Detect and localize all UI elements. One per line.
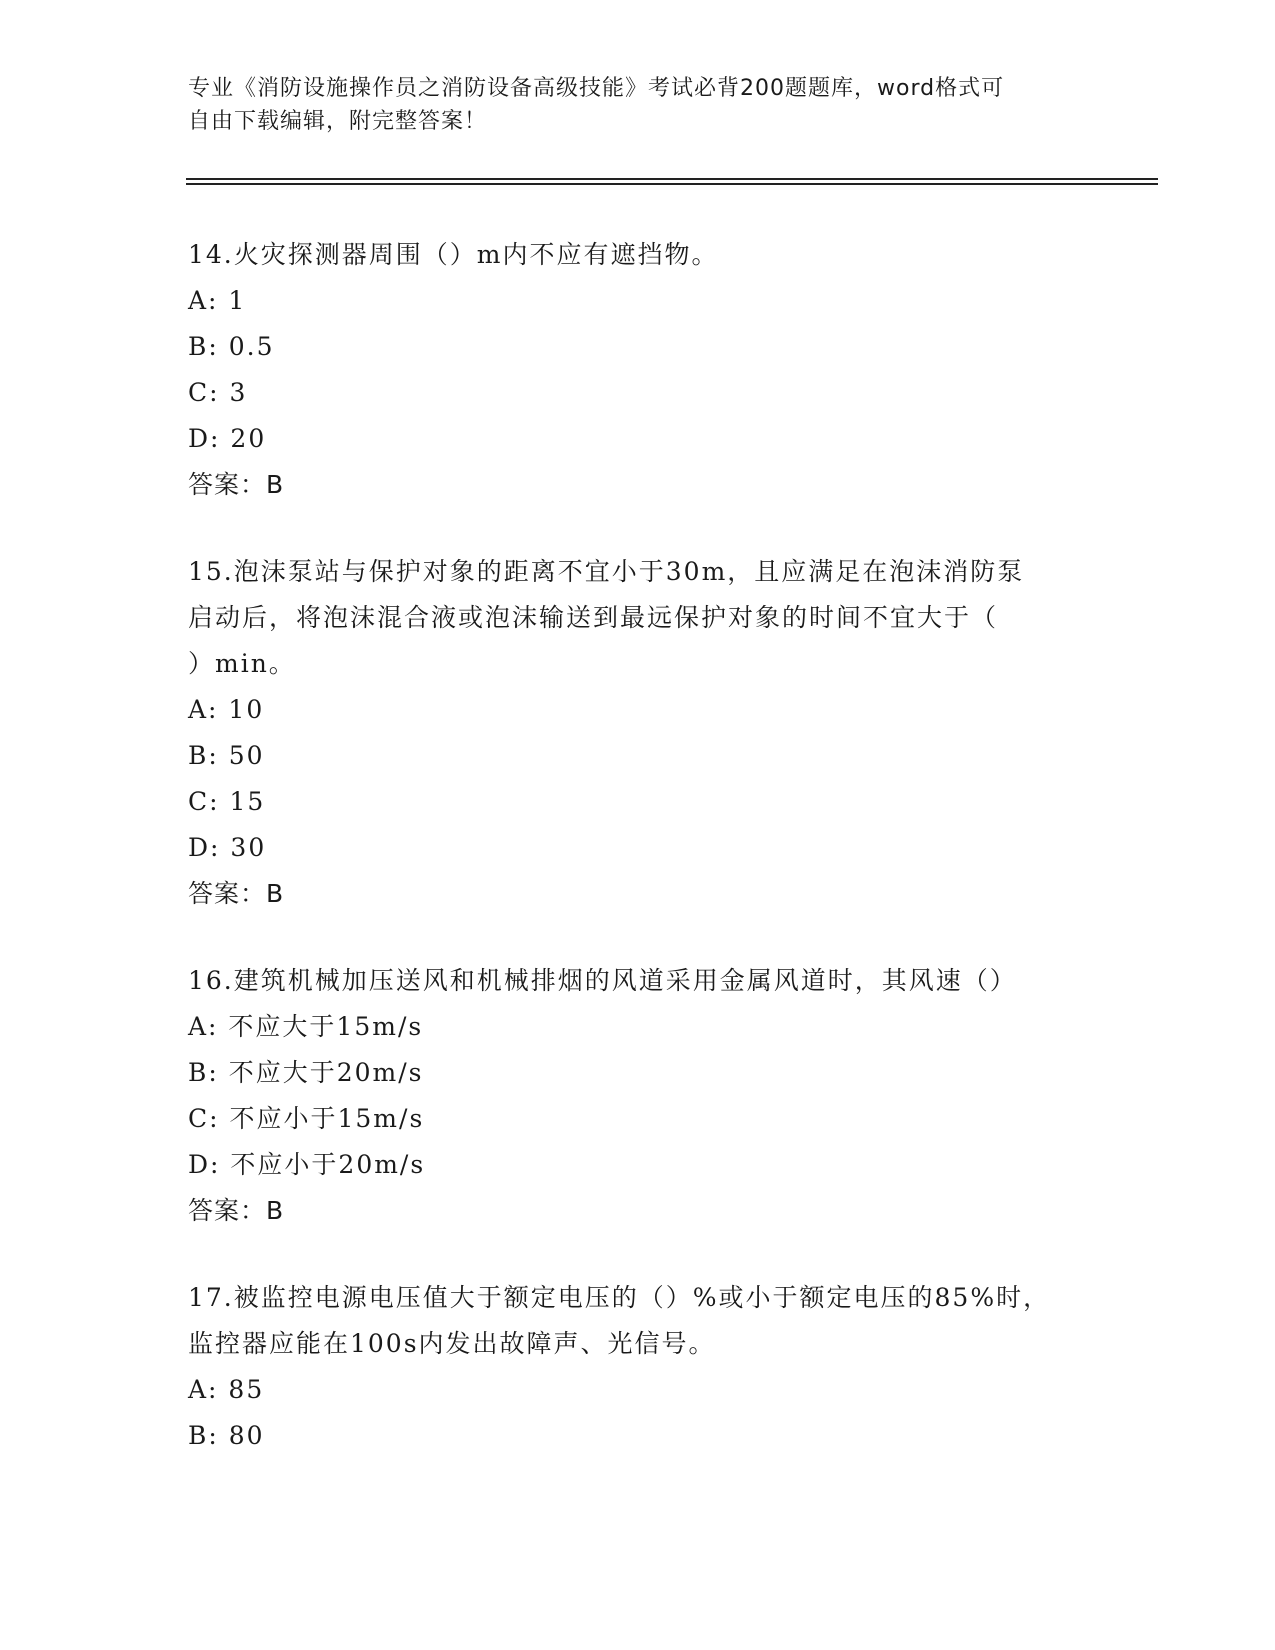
- option-b: B: 50: [188, 741, 265, 770]
- question-14: [188, 232, 1088, 508]
- option-b: B: 80: [188, 1421, 265, 1450]
- question-16: [188, 958, 1088, 1234]
- option-c: C: 3: [188, 378, 248, 407]
- question-15: [188, 549, 1088, 917]
- option-d: D: 20: [188, 424, 267, 453]
- question-stem: 17.被监控电源电压值大于额定电压的（）%或小于额定电压的85%时，: [188, 1283, 1051, 1312]
- option-c: C: 不应小于15m/s: [188, 1104, 425, 1133]
- answer-line: 答案：B: [188, 470, 285, 499]
- option-b: B: 0.5: [188, 332, 275, 361]
- document-header: [188, 72, 1088, 138]
- question-stem: 启动后，将泡沫混合液或泡沫输送到最远保护对象的时间不宜大于（: [188, 603, 999, 632]
- question-17: [188, 1275, 1088, 1459]
- option-a: A: 1: [188, 286, 247, 315]
- option-b: B: 不应大于20m/s: [188, 1058, 424, 1087]
- option-d: D: 30: [188, 833, 267, 862]
- option-c: C: 15: [188, 787, 266, 816]
- answer-line: 答案：B: [188, 1196, 285, 1225]
- question-stem: 16.建筑机械加压送风和机械排烟的风道采用金属风道时，其风速（）: [188, 966, 1017, 995]
- question-list: [188, 232, 1088, 1500]
- option-a: A: 10: [188, 695, 265, 724]
- question-stem: 监控器应能在100s内发出故障声、光信号。: [188, 1329, 716, 1358]
- question-stem: 14.火灾探测器周围（）m内不应有遮挡物。: [188, 240, 719, 269]
- header-line-1: 专业《消防设施操作员之消防设备高级技能》考试必背200题题库，word格式可: [188, 76, 1005, 101]
- option-d: D: 不应小于20m/s: [188, 1150, 426, 1179]
- question-stem: ）min。: [188, 649, 296, 678]
- header-divider-bottom: [186, 183, 1158, 185]
- header-divider-top: [186, 178, 1158, 180]
- option-a: A: 不应大于15m/s: [188, 1012, 424, 1041]
- question-stem: 15.泡沫泵站与保护对象的距离不宜小于30m，且应满足在泡沫消防泵: [188, 557, 1025, 586]
- answer-line: 答案：B: [188, 879, 285, 908]
- option-a: A: 85: [188, 1375, 265, 1404]
- header-line-2: 自由下载编辑，附完整答案！: [188, 109, 488, 134]
